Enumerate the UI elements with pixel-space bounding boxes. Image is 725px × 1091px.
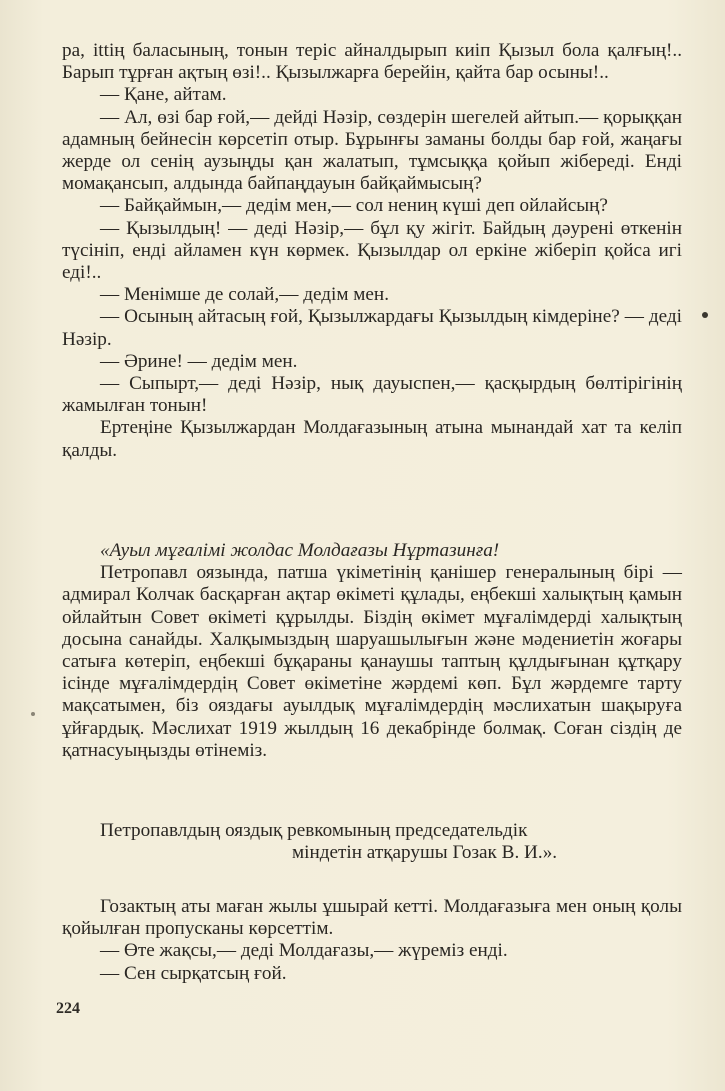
paragraph: Ертеңіне Қызылжардан Молдағазының атына мынандай хат та келіп қалды. xyxy=(62,417,682,461)
letter-heading: «Ауыл мұғалімі жолдас Молдағазы Нұртазинға! xyxy=(100,540,500,561)
paragraph: — Әрине! — дедім мен. xyxy=(100,350,298,372)
margin-dot-mark xyxy=(702,312,708,318)
paragraph: ра, ittiң баласының, тонын теріс айналдырып киіп Қызыл бола қалғың!.. Барып тұрған ақтың өзі!.. Қызылжарға берейін, қайта бар осыны!.. xyxy=(62,40,682,84)
paragraph: — Сыпырт,— деді Нәзір, нық дауыспен,— қасқырдың бөлтірігінің жамылған тонын! xyxy=(62,373,682,417)
margin-dot-mark xyxy=(31,712,35,716)
signature-line: Петропавлдың ояздық ревкомының председательдік xyxy=(100,820,528,841)
paragraph: — Байқаймын,— дедім мен,— сол нениң күші деп ойлайсың? xyxy=(100,195,608,217)
top-text-block xyxy=(62,40,682,462)
letter-body: Петропавл оязында, патша үкіметінің қанішер генералының бірі — адмирал Колчак басқарған ақтар өкіметі құлады, еңбекші халықтың қамын ойлайтын Совет өкіметі құрылды. Біздің өкімет мұғалімдерді халықтың досына санайды. Халқымыздың шаруашылығын және мәдениетін жоғары сатыға көтеріп, еңбекші бұқараны қанаушы таптың құлдығынан құтқару ісінде мұғалімдердің Совет өкіметіне жәрдемі көп. Бұл жәрдемге тарту мақсатымен, біз ояздағы ауылдық мұғалімдердің мәслихатын шақыруға ұйғардық. Мәслихат 1919 жылдың 16 декабрінде болмақ. Соған сіздің де қатнасуыңызды өтінеміз. xyxy=(62,562,682,761)
page-number: 224 xyxy=(56,1000,80,1017)
bottom-text-block xyxy=(62,896,682,985)
paragraph: — Сен сырқатсың ғой. xyxy=(100,962,287,984)
paragraph: — Осының айтасың ғой, Қызылжардағы Қызылдың кімдеріне? — деді Нәзір. xyxy=(62,306,682,350)
signature-line: міндетін атқарушы Гозак В. И.». xyxy=(292,842,558,864)
letter-signature xyxy=(62,820,682,864)
paragraph: — Менімше де солай,— дедім мен. xyxy=(100,284,389,306)
paragraph: Гозактың аты маған жылы ұшырай кетті. Молдағазыға мен оның қолы қойылған пропусканы көрсеттім. xyxy=(62,896,682,940)
paragraph: — Қызылдың! — деді Нәзір,— бұл қу жігіт. Байдың дәурені өткенін түсініп, енді айламен күн көрмек. Қызылдар ол еркіне жіберіп қойса игі еді!.. xyxy=(62,217,682,284)
paragraph: — Ал, өзі бар ғой,— дейді Нәзір, сөздерін шегелей айтып.— қорыққан адамның бейнесін көрсетіп отыр. Бұрынғы заманы болды бар ғой, жаңағы жерде ол сенің аузыңды қан жалатып, тұмсыққа қойып жібереді. Енді момақансып, алдында байпаңдауын байқаймысың? xyxy=(62,106,682,195)
paragraph: — Қане, айтам. xyxy=(100,84,227,106)
paragraph: — Өте жақсы,— деді Молдағазы,— жүреміз енді. xyxy=(100,940,508,962)
letter-block xyxy=(62,540,682,762)
